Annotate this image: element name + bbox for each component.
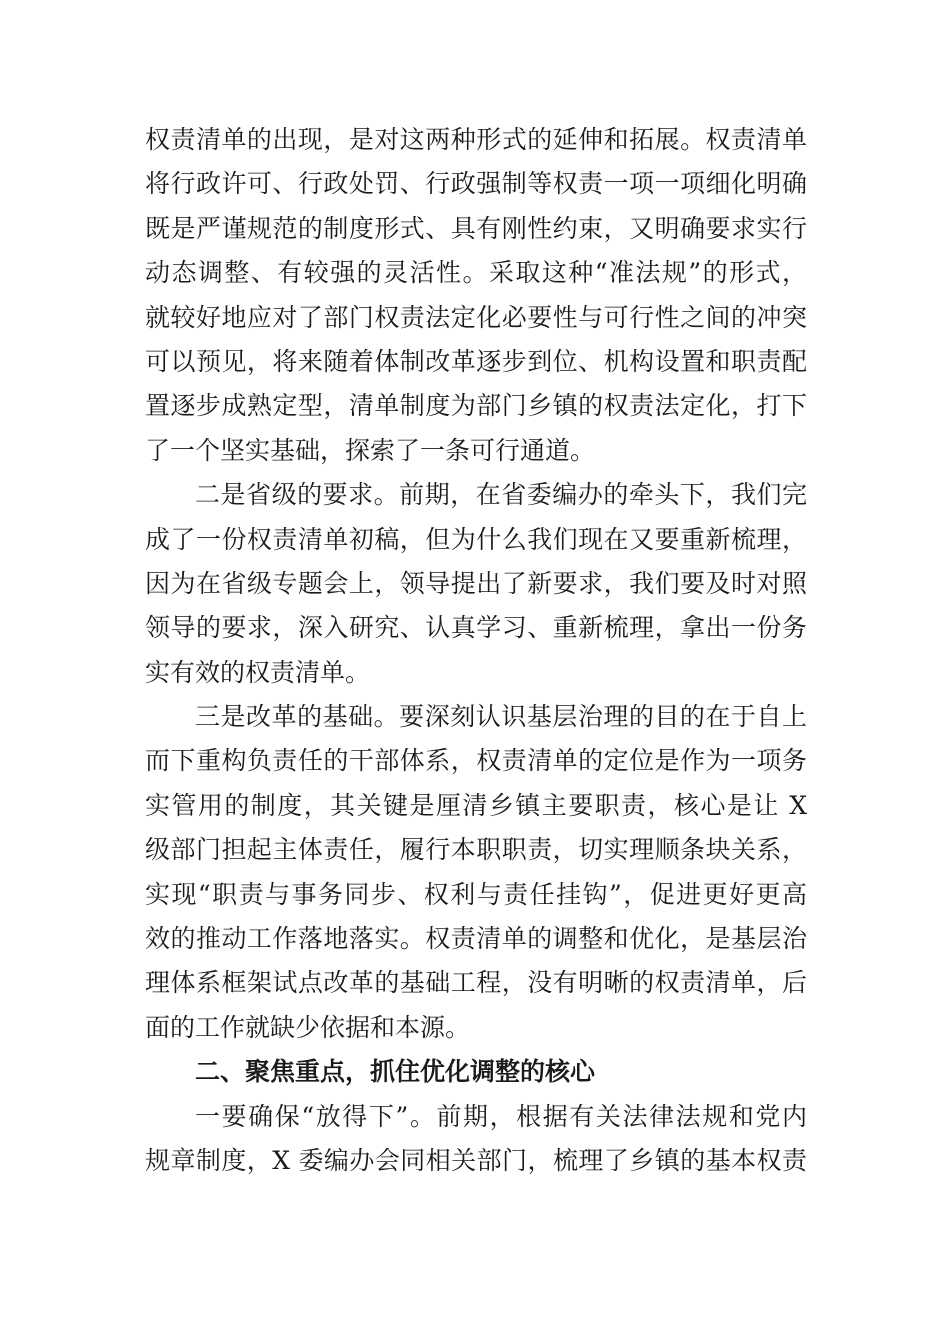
document-body <box>145 118 807 1183</box>
paragraph-1-line-2: 将行政许可、行政处罚、行政强制等权责一项一项细化明确 <box>145 169 807 199</box>
paragraph-3-line-7: 理体系框架试点改革的基础工程，没有明晰的权责清单，后 <box>145 968 807 998</box>
paragraph-2-line-2: 成了一份权责清单初稿，但为什么我们现在又要重新梳理， <box>145 524 807 554</box>
paragraph-1-line-1: 权责清单的出现，是对这两种形式的延伸和拓展。权责清单 <box>145 125 807 154</box>
paragraph-3-line-2: 而下重构负责任的干部体系，权责清单的定位是作为一项务 <box>145 746 807 776</box>
paragraph-1-line-5: 就较好地应对了部门权责法定化必要性与可行性之间的冲突 <box>145 302 807 332</box>
paragraph-1-line-6: 可以预见，将来随着体制改革逐步到位、机构设置和职责配 <box>145 346 807 376</box>
paragraph-2-line-5: 实有效的权责清单。 <box>145 657 371 687</box>
paragraph-3-line-4: 级部门担起主体责任，履行本职职责，切实理顺条块关系， <box>145 835 807 865</box>
paragraph-3-line-5: 实现“职责与事务同步、权利与责任挂钩”，促进更好更高 <box>145 879 807 909</box>
paragraph-3-line-6: 效的推动工作落地落实。权责清单的调整和优化，是基层治 <box>145 924 807 954</box>
paragraph-1-line-3: 既是严谨规范的制度形式、具有刚性约束，又明确要求实行 <box>145 213 807 243</box>
paragraph-3-line-1: 三是改革的基础。要深刻认识基层治理的目的在于自上 <box>195 702 807 732</box>
paragraph-3-line-8: 面的工作就缺少依据和本源。 <box>145 1012 471 1042</box>
paragraph-2-line-1: 二是省级的要求。前期，在省委编办的牵头下，我们完 <box>195 480 807 510</box>
paragraph-2-line-3: 因为在省级专题会上，领导提出了新要求，我们要及时对照 <box>145 568 807 598</box>
paragraph-2-line-4: 领导的要求，深入研究、认真学习、重新梳理，拿出一份务 <box>145 613 807 643</box>
paragraph-3-line-3: 实管用的制度，其关键是厘清乡镇主要职责，核心是让 X <box>145 790 807 820</box>
paragraph-1-line-7: 置逐步成熟定型，清单制度为部门乡镇的权责法定化，打下 <box>145 391 807 421</box>
paragraph-4-line-1: 一要确保“放得下”。前期，根据有关法律法规和党内 <box>195 1101 807 1131</box>
section-heading: 二、聚焦重点，抓住优化调整的核心 <box>195 1057 596 1087</box>
paragraph-4-line-2: 规章制度，X 委编办会同相关部门，梳理了乡镇的基本权责 <box>145 1145 807 1175</box>
paragraph-1-line-4: 动态调整、有较强的灵活性。采取这种“准法规”的形式， <box>145 258 807 288</box>
paragraph-1-line-8: 了一个坚实基础，探索了一条可行通道。 <box>145 435 596 465</box>
